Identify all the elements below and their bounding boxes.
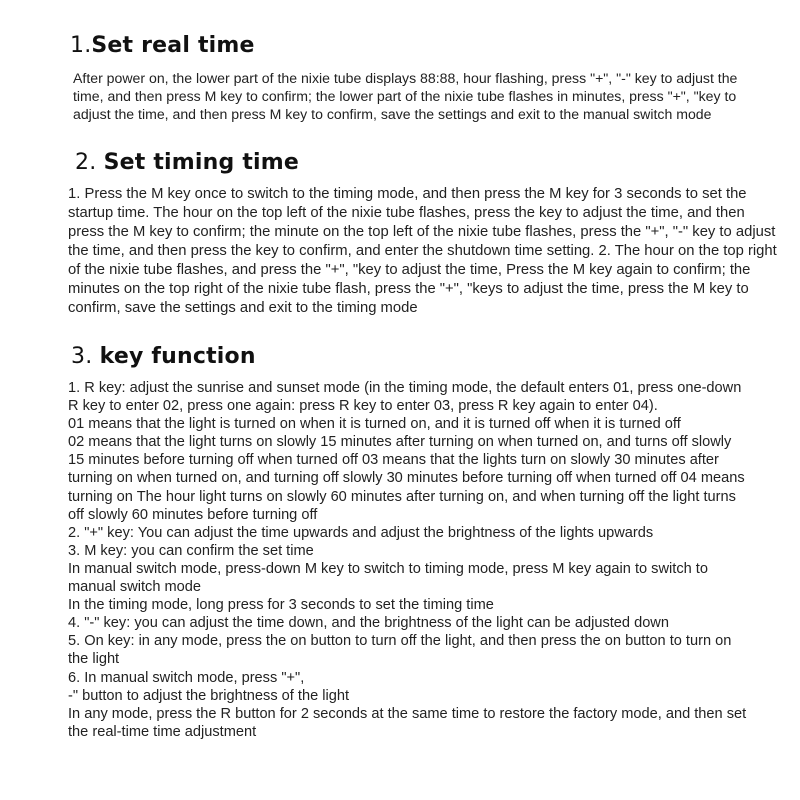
body-line: 2. "+" key: You can adjust the time upwards and adjust the brightness of the lights upwards bbox=[68, 524, 654, 541]
section-set-timing-time bbox=[68, 150, 782, 318]
section-body: After power on, the lower part of the nixie tube displays 88:88, hour flashing, press "+", "-" key to adjust the time, and then press M key to confirm; the lower part of the nixie tube flashes in minutes, press "+", "key to adjust the time, and then press M key to confirm, save the settings and exit to the manual switch mode bbox=[73, 70, 738, 123]
body-line: 3. M key: you can confirm the set time bbox=[68, 542, 314, 559]
body-line: In any mode, press the R button for 2 seconds at the same time to restore the factory mode, and then set bbox=[68, 705, 747, 722]
body-line: 02 means that the light turns on slowly 15 minutes after turning on when turned on, and turns off slowly bbox=[68, 434, 732, 451]
body-line: 5. On key: in any mode, press the on button to turn off the light, and then press the on button to turn on bbox=[68, 633, 732, 650]
body-line: R key to enter 02, press one again: press R key to enter 03, press R key again to enter 04). bbox=[68, 398, 658, 415]
section-heading bbox=[75, 150, 782, 176]
body-line: the real-time time adjustment bbox=[68, 723, 257, 740]
section-title: Set real time bbox=[91, 33, 255, 58]
body-line: off slowly 60 minutes before turning off bbox=[68, 506, 318, 523]
key-function-list bbox=[68, 379, 788, 741]
body-line: 1. R key: adjust the sunrise and sunset mode (in the timing mode, the default enters 01, press one-down bbox=[68, 380, 742, 396]
section-heading bbox=[71, 344, 788, 370]
section-body: 1. Press the M key once to switch to the timing mode, and then press the M key for 3 seconds to set the startup time. The hour on the top left of the nixie tube flashes, press the key to adjust the time, and then press the M key to confirm; the minute on the top left of the nixie tube flashes, press the "+", "-" key to adjust the time, and then press the key to confirm, and enter the shutdown time setting. 2. The hour on the top right of the nixie tube flashes, and press the "+", "key to adjust the time, Press the M key again to confirm; the minutes on the top right of the nixie tube flash, press the "+", "keys to adjust the time, press the M key to confirm, save the settings and exit to the timing mode bbox=[68, 186, 777, 316]
section-key-function bbox=[68, 344, 788, 741]
body-line: turning on when turned on, and turning off slowly 30 minutes before turning off when turned off 04 means bbox=[68, 470, 745, 487]
body-line: 4. "-" key: you can adjust the time down, and the brightness of the light can be adjusted down bbox=[68, 615, 669, 632]
body-line: 6. In manual switch mode, press "+", bbox=[68, 669, 305, 686]
section-number: 1. bbox=[70, 33, 92, 58]
body-line: 15 minutes before turning off when turned off 03 means that the lights turn on slowly 30 minutes after bbox=[68, 452, 719, 469]
section-set-real-time bbox=[70, 33, 770, 124]
body-line: -" button to adjust the brightness of the light bbox=[68, 687, 350, 704]
section-title: Set timing time bbox=[103, 150, 300, 175]
section-number: 3. bbox=[71, 344, 93, 369]
section-heading bbox=[70, 33, 770, 59]
section-title: key function bbox=[99, 344, 256, 369]
body-line: In the timing mode, long press for 3 seconds to set the timing time bbox=[68, 597, 494, 614]
body-line: 01 means that the light is turned on when it is turned on, and it is turned off when it is turned off bbox=[68, 416, 681, 433]
body-line: the light bbox=[68, 651, 120, 668]
section-number: 2. bbox=[75, 150, 97, 175]
body-line: turning on The hour light turns on slowly 60 minutes after turning on, and when turning off the light turns bbox=[68, 488, 736, 505]
body-line: manual switch mode bbox=[68, 579, 202, 596]
body-line: In manual switch mode, press-down M key to switch to timing mode, press M key again to switch to bbox=[68, 560, 708, 577]
